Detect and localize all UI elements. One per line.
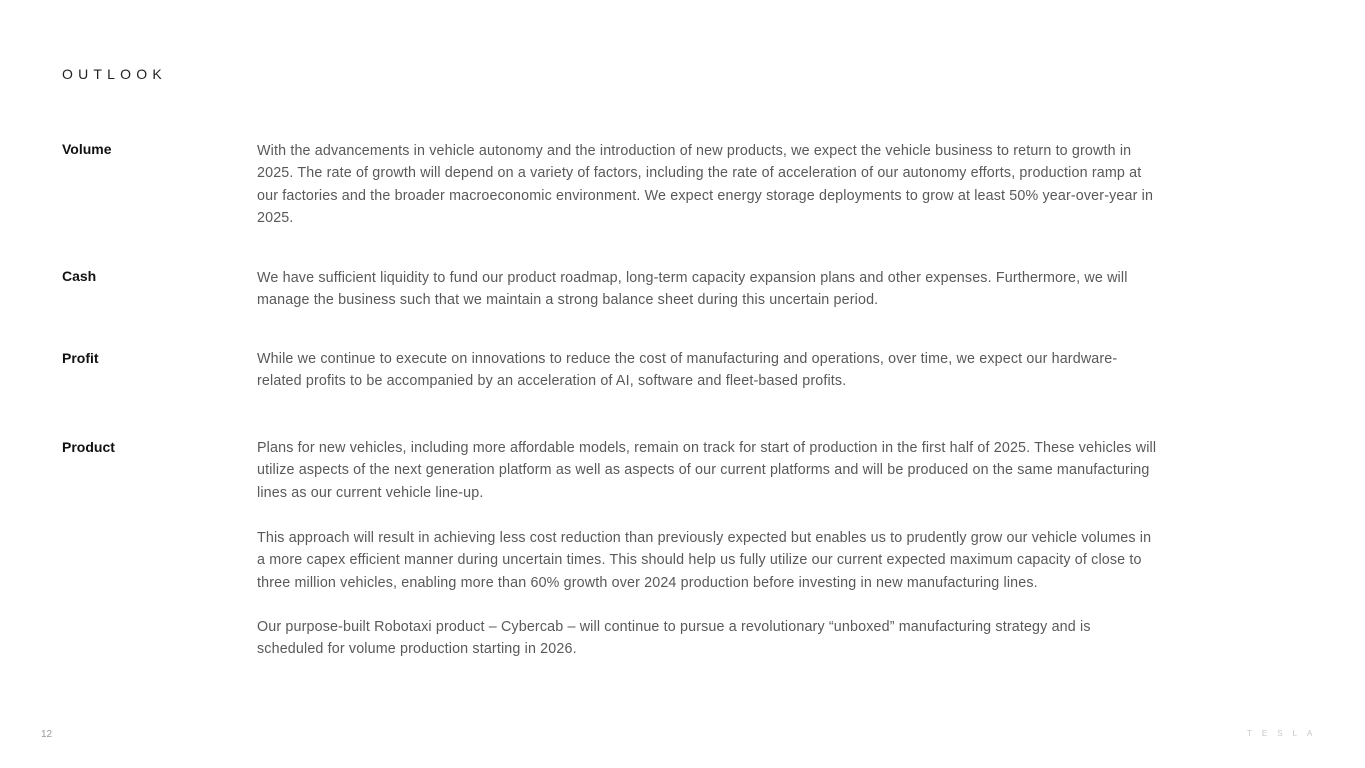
- section-text-product-1: Plans for new vehicles, including more affordable models, remain on track for start of production in the first half of 2025. These vehicles will utilize aspects of the next generation platform as well as aspects of our current platforms and will be produced on the same manufacturing lines as our current vehicle line-up.: [257, 440, 1157, 501]
- section-label-volume: Volume: [62, 141, 112, 157]
- section-label-product: Product: [62, 439, 115, 455]
- section-text-profit: While we continue to execute on innovations to reduce the cost of manufacturing and operations, over time, we expect our hardware-related profits to be accompanied by an acceleration of AI, software and fleet-based profits.: [257, 351, 1118, 390]
- page-title: OUTLOOK: [62, 66, 167, 82]
- tesla-wordmark-logo: TESLA: [1247, 729, 1323, 738]
- section-text-product-3: Our purpose-built Robotaxi product – Cybercab – will continue to pursue a revolutionary “unboxed” manufacturing strategy and is scheduled for volume production starting in 2026.: [257, 619, 1091, 658]
- section-label-cash: Cash: [62, 268, 97, 284]
- section-label-profit: Profit: [62, 350, 99, 366]
- section-text-cash: We have sufficient liquidity to fund our product roadmap, long-term capacity expansion plans and other expenses. Furthermore, we will manage the business such that we maintain a strong balance sheet during this uncertain period.: [257, 270, 1128, 309]
- section-text-volume: With the advancements in vehicle autonomy and the introduction of new products, we expect the vehicle business to return to growth in 2025. The rate of growth will depend on a variety of factors, including the rate of acceleration of our autonomy efforts, production ramp at our factories and the broader macroeconomic environment. We expect energy storage deployments to grow at least 50% year-over-year in 2025.: [257, 143, 1154, 227]
- section-text-product-2: This approach will result in achieving less cost reduction than previously expected but enables us to prudently grow our vehicle volumes in a more capex efficient manner during uncertain times. This should help us fully utilize our current expected maximum capacity of close to three million vehicles, enabling more than 60% growth over 2024 production before investing in new manufacturing lines.: [257, 530, 1152, 591]
- page-number: 12: [41, 729, 53, 740]
